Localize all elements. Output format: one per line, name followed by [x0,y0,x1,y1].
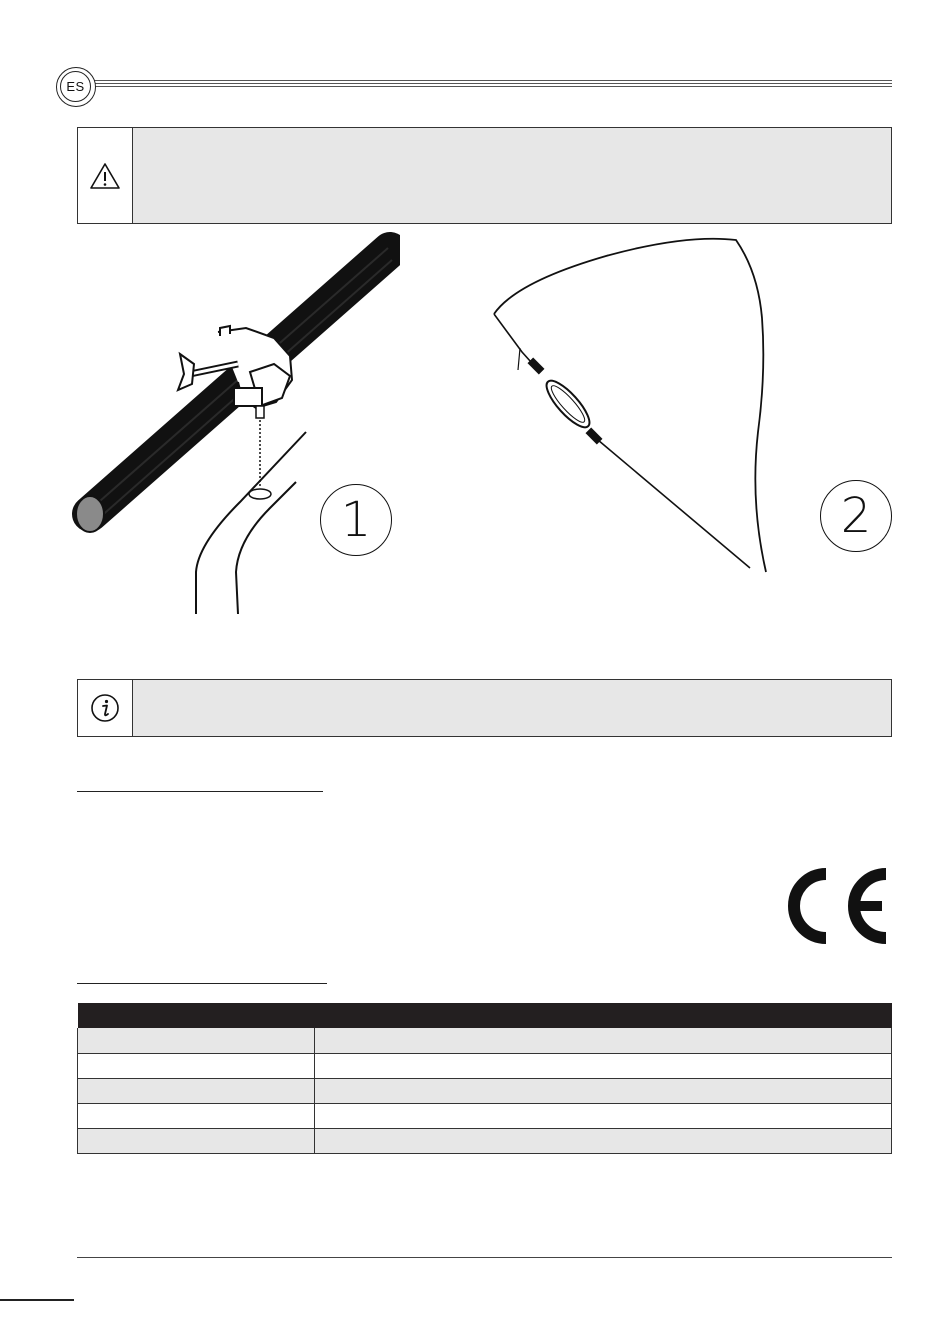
table-header-cell [78,1003,315,1028]
header-rule-middle [94,83,892,84]
footer-rule [77,1257,892,1258]
spec-table [77,1003,892,1154]
figure-2 [486,232,896,582]
table-value-cell [315,1128,892,1153]
warning-icon-cell [78,128,133,223]
info-icon [90,693,120,723]
language-badge [56,67,96,107]
table-label-cell [78,1053,315,1078]
warning-triangle-icon [89,162,121,190]
table-label-cell [78,1028,315,1053]
table-value-cell [315,1028,892,1053]
info-box [77,679,892,737]
figure-1 [70,232,400,622]
warning-box [77,127,892,224]
ce-mark-icon [782,866,892,946]
figure-1-number: 1 [320,484,392,556]
section-1-rule [77,791,323,792]
table-label-cell [78,1103,315,1128]
table-value-cell [315,1103,892,1128]
table-label-cell [78,1128,315,1153]
table-value-cell [315,1053,892,1078]
table-row [78,1103,892,1128]
table-header-row [78,1003,892,1028]
table-row [78,1053,892,1078]
info-icon-cell [78,680,133,736]
table-row [78,1128,892,1153]
clamp-illustration [70,232,400,622]
section-2-rule [77,983,327,984]
page-number-tab [0,1299,74,1301]
table-header-cell [315,1003,892,1028]
figure-2-number: 2 [820,480,892,552]
table-row [78,1078,892,1103]
header-rule-top [94,80,892,81]
language-code: ES [60,71,91,102]
page-header [56,64,892,106]
header-rule-bottom [94,86,892,87]
table-value-cell [315,1078,892,1103]
table-row [78,1028,892,1053]
table-label-cell [78,1078,315,1103]
